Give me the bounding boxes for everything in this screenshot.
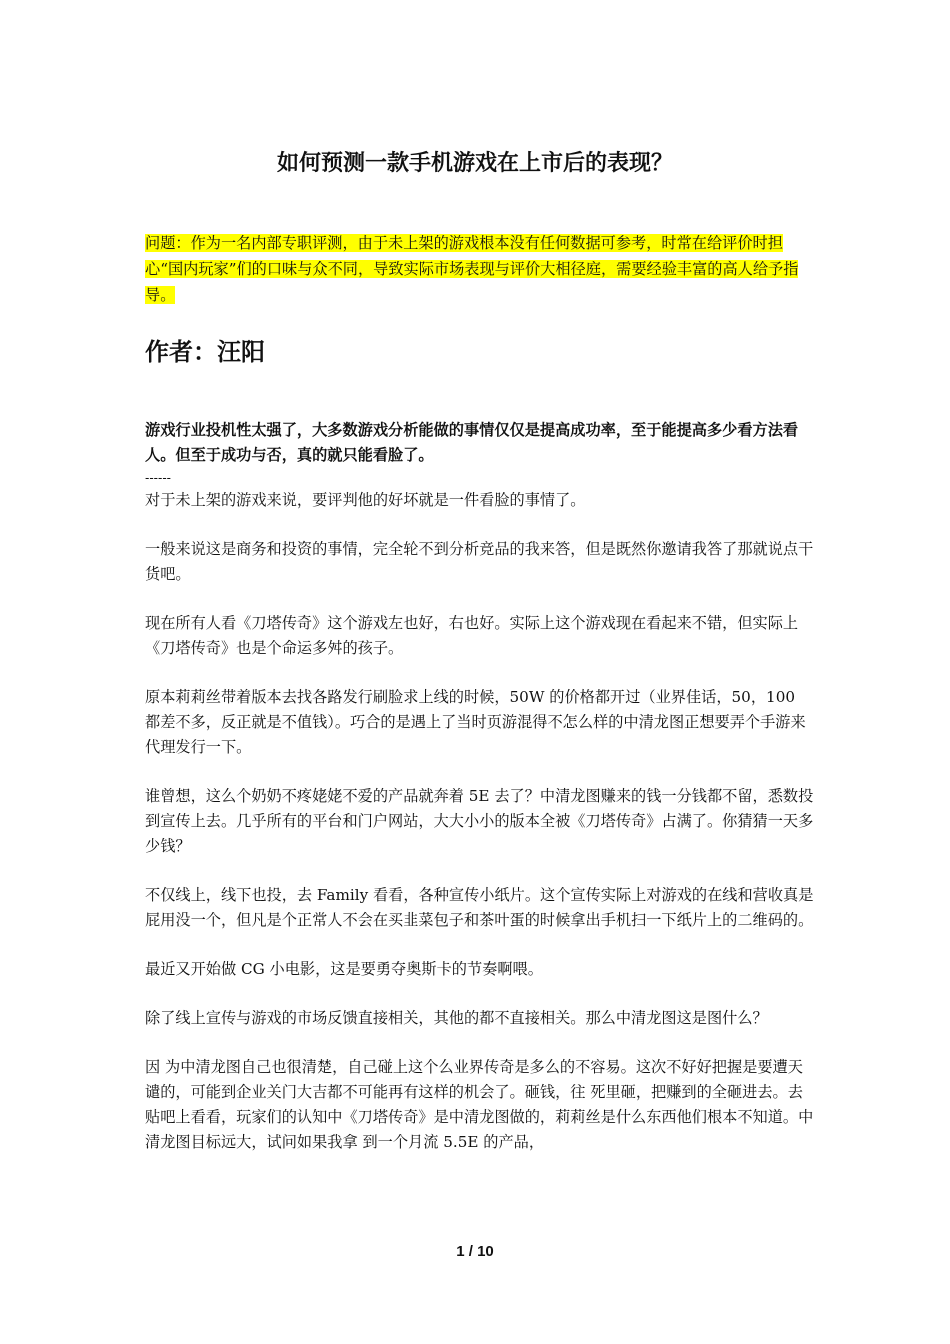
question-text: 问题：作为一名内部专职评测，由于未上架的游戏根本没有任何数据可参考，时常在给评价时担心“国内玩家”们的口味与众不同，导致实际市场表现与评价大相径庭，需要经验丰富的高人给予指导。 [145, 234, 799, 304]
body-paragraph: 不仅线上，线下也投，去 Family 看看，各种宣传小纸片。这个宣传实际上对游戏的在线和营收真是屁用没一个，但凡是个正常人不会在买韭菜包子和茶叶蛋的时候拿出手机扫一下纸片上的二维码的。 [145, 886, 814, 929]
body-paragraph: 一般来说这是商务和投资的事情，完全轮不到分析竞品的我来答，但是既然你邀请我答了那就说点干货吧。 [145, 540, 814, 583]
article-body [145, 418, 815, 1179]
separator-line: ------ [145, 470, 171, 485]
body-paragraph: 最近又开始做 CG 小电影，这是要勇夺奥斯卡的节奏啊喂。 [145, 960, 543, 978]
document-title: 如何预测一款手机游戏在上市后的表现？ [276, 150, 673, 176]
body-paragraph: 除了线上宣传与游戏的市场反馈直接相关，其他的都不直接相关。那么中清龙图这是图什么？ [145, 1009, 768, 1027]
author-heading: 作者：汪阳 [145, 337, 265, 366]
lead-paragraph: 游戏行业投机性太强了，大多数游戏分析能做的事情仅仅是提高成功率，至于能提高多少看方法看人。但至于成功与否，真的就只能看脸了。 [145, 421, 799, 464]
question-highlight [145, 230, 815, 308]
body-paragraph: 对于未上架的游戏来说，要评判他的好坏就是一件看脸的事情了。 [145, 491, 586, 509]
body-paragraph: 因 为中清龙图自己也很清楚，自己碰上这个么业界传奇是多么的不容易。这次不好好把握是要遭天谴的，可能到企业关门大吉都不可能再有这样的机会了。砸钱，往 死里砸，把赚到的全砸进去。去贴吧上看看，玩家们的认知中《刀塔传奇》是中清龙图做的，莉莉丝是什么东西他们根本不知道。中清龙图目标远大，试问如果我拿 到一个月流 5.5E 的产品， [145, 1058, 814, 1151]
body-paragraph: 原本莉莉丝带着版本去找各路发行刷脸求上线的时候，50W 的价格都开过（业界佳话，50，100 都差不多，反正就是不值钱）。巧合的是遇上了当时页游混得不怎么样的中清龙图正想要弄个手游来代理发行一下。 [145, 688, 806, 756]
body-paragraph: 现在所有人看《刀塔传奇》这个游戏左也好，右也好。实际上这个游戏现在看起来不错，但实际上《刀塔传奇》也是个命运多舛的孩子。 [145, 614, 799, 657]
body-paragraph: 谁曾想，这么个奶奶不疼姥姥不爱的产品就奔着 5E 去了？中清龙图赚来的钱一分钱都不留，悉数投到宣传上去。几乎所有的平台和门户网站，大大小小的版本全被《刀塔传奇》占满了。你猜猜一天多少钱？ [145, 787, 814, 855]
page-number: 1 / 10 [456, 1243, 494, 1260]
